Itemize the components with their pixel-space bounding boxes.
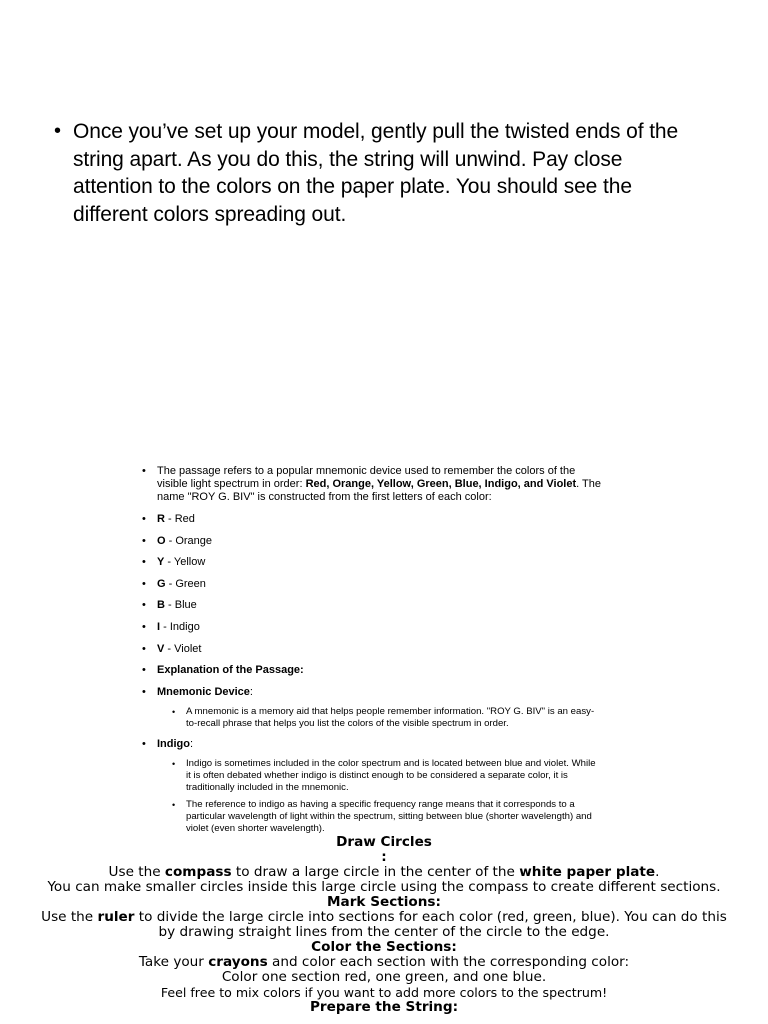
spectrum-colors: Red, Orange, Yellow, Green, Blue, Indigo, and Violet <box>305 478 577 490</box>
list-item-r: • R - Red <box>141 513 601 526</box>
mark-sections-heading: Mark Sections: <box>327 894 441 910</box>
indigo-detail-2: • The reference to indigo as having a specific frequency range means that it corresponds to a particular wavelength of light within the spectrum, sitting between blue (shorter wavelength) and violet (even shorter wavelength). <box>157 799 601 835</box>
list-item-b: • B - Blue <box>141 599 601 612</box>
indigo-detail-1: • Indigo is sometimes included in the color spectrum and is located between blue and violet. While it is often debated whether indigo is distinct enough to be considered a separate color, it is traditionally included in the mnemonic. <box>157 758 601 794</box>
mnemonic-detail: • A mnemonic is a memory aid that helps people remember information. "ROY G. BIV" is an easy-to-recall phrase that helps you list the colors of the visible spectrum in order. <box>157 706 601 730</box>
color-line-2: Color one section red, one green, and one blue. <box>221 969 547 985</box>
mnemonic-item: • Mnemonic Device: • A mnemonic is a memory aid that helps people remember information. "ROY G. BIV" is an easy-to-recall phrase that helps you list the colors of the visible spectrum in order. <box>141 686 601 730</box>
list-item-v: • V - Violet <box>141 643 601 656</box>
passage-block <box>141 465 601 844</box>
prepare-string-heading: Prepare the String: <box>309 999 459 1015</box>
mark-line: Use the ruler to divide the large circle into sections for each color (red, green, blue). You can do this by drawing straight lines from the center of the circle to the edge. <box>41 909 727 940</box>
indigo-sublist <box>157 758 601 835</box>
color-line-1: Take your crayons and color each section with the corresponding color: <box>138 954 630 970</box>
explanation-heading: • Explanation of the Passage: <box>141 664 601 677</box>
passage-list <box>141 465 601 835</box>
list-item-i: • I - Indigo <box>141 621 601 634</box>
main-bullet <box>54 118 704 228</box>
list-item-g: • G - Green <box>141 578 601 591</box>
draw-line-2: You can make smaller circles inside this large circle using the compass to create different sections. <box>47 879 721 895</box>
list-item-o: • O - Orange <box>141 535 601 548</box>
color-line-3: Feel free to mix colors if you want to add more colors to the spectrum! <box>160 985 608 1000</box>
main-bullet-text: Once you’ve set up your model, gently pull the twisted ends of the string apart. As you do this, the string will unwind. Pay close attention to the colors on the paper plate. You should see the different colors spreading out. <box>73 120 679 226</box>
bullet-dot: • <box>54 120 62 142</box>
draw-circles-heading: Draw Circles : <box>336 834 432 865</box>
mnemonic-sublist <box>157 706 601 730</box>
draw-line-1: Use the compass to draw a large circle in the center of the white paper plate. <box>108 864 660 880</box>
instructions-block <box>0 834 768 1015</box>
color-sections-heading: Color the Sections: <box>311 939 457 955</box>
list-item-y: • Y - Yellow <box>141 556 601 569</box>
indigo-item: • Indigo: • Indigo is sometimes included in the color spectrum and is located between blue and violet. While it is often debated whether indigo is distinct enough to be considered a separate color, it is traditionally included in the mnemonic. • The reference to indigo as having a specific frequency range means that it corresponds to a particular wavelength of light within the spectrum, sitting between blue (shorter wavelength) and violet (even shorter wavelength). <box>141 738 601 835</box>
passage-intro: • The passage refers to a popular mnemonic device used to remember the colors of the visible light spectrum in order: Red, Orange, Yellow, Green, Blue, Indigo, and Violet. The name "ROY G. BIV" is constructed from the first letters of each color: <box>141 465 601 504</box>
